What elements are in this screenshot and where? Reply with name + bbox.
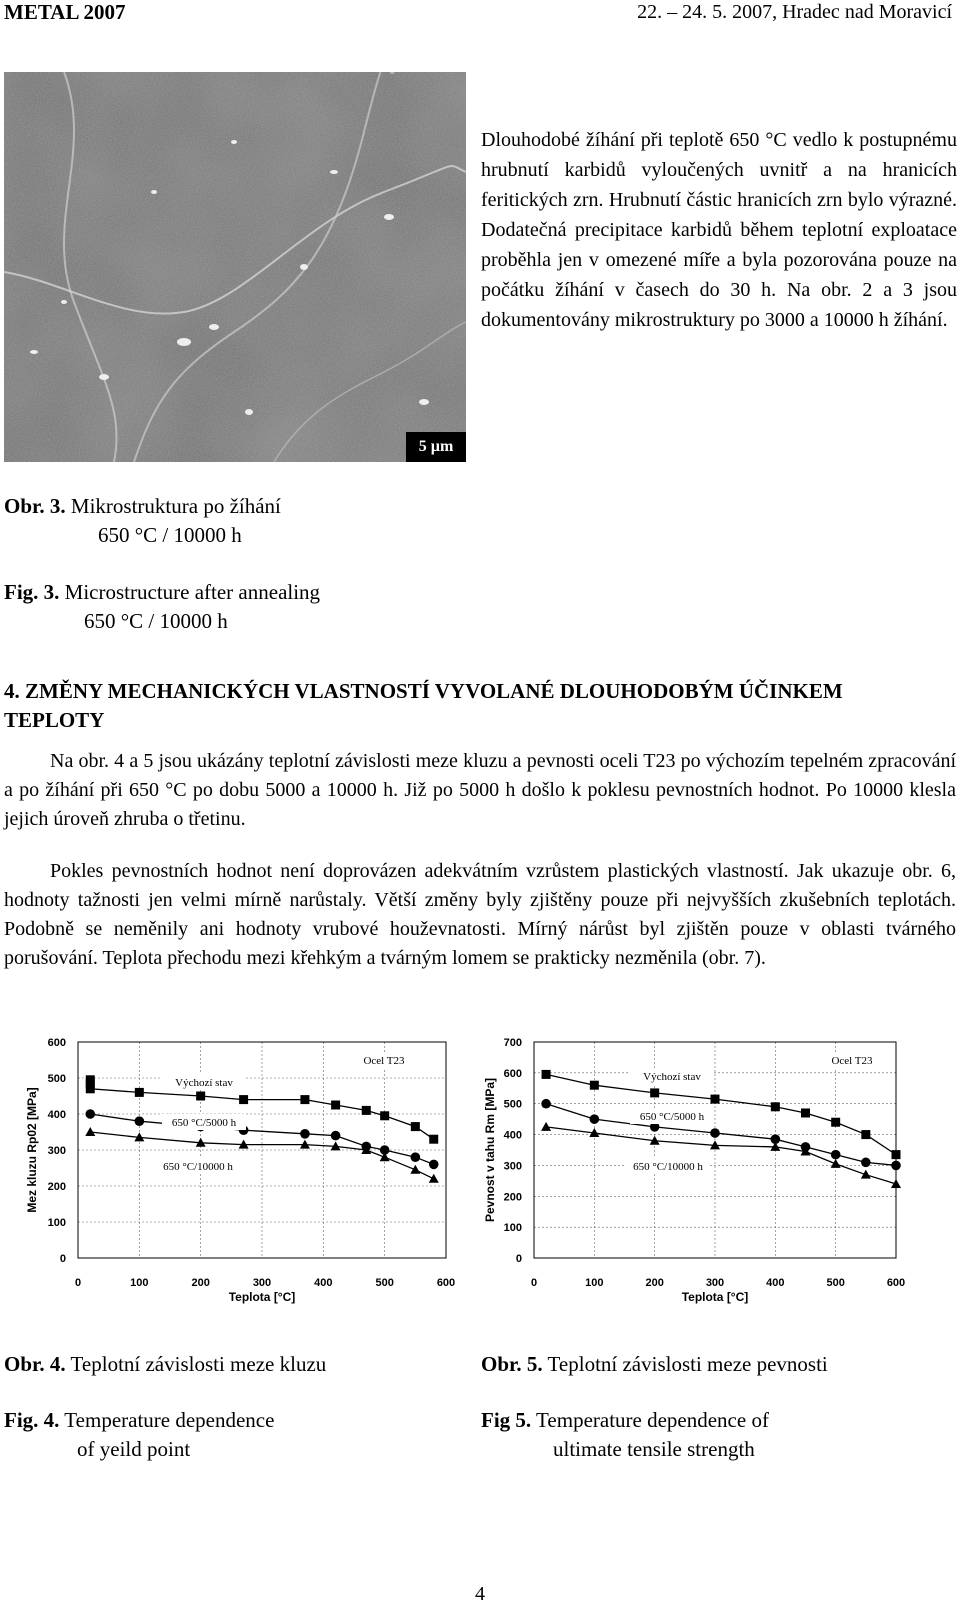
x-tick-label: 500 [375,1277,394,1289]
y-tick-label: 100 [503,1222,522,1235]
yield-point-chart [0,1030,470,1310]
data-point-circle [331,1131,341,1141]
micrograph-texture [4,72,466,462]
data-point-square [831,1118,840,1127]
data-point-circle [590,1114,600,1124]
annotation-label: 650 °C/10000 h [633,1161,703,1173]
x-tick-label: 300 [252,1277,272,1289]
y-tick-label: 600 [47,1037,66,1049]
x-tick-label: 300 [705,1277,725,1289]
fig5-caption-en [481,1406,769,1464]
x-tick-label: 500 [826,1277,845,1289]
micrograph-image [4,72,466,462]
fig3-caption-en-line1: Microstructure after annealing [64,580,321,604]
fig5-caption-cz [481,1350,828,1379]
x-tick-label: 200 [191,1277,210,1289]
data-point-circle [85,1109,95,1119]
data-point-square [135,1088,144,1097]
fig3-caption-en [4,578,320,636]
x-axis-label: Teplota [°C] [681,1290,749,1304]
data-point-square [331,1101,340,1110]
data-point-circle [861,1158,871,1168]
x-tick-label: 0 [74,1277,82,1289]
data-point-square [892,1150,901,1159]
data-point-triangle [410,1165,420,1174]
data-point-square [650,1088,659,1097]
data-point-triangle [429,1174,439,1183]
data-point-square [801,1108,810,1117]
data-point-square [711,1095,720,1104]
y-tick-label: 200 [47,1181,66,1193]
data-point-square [196,1092,205,1101]
y-tick-label: 300 [503,1160,522,1173]
y-tick-label: 0 [59,1253,66,1265]
data-point-square [771,1102,780,1111]
data-point-square [429,1135,438,1144]
y-axis-label: Pevnost v tahu Rm [MPa] [483,1077,497,1223]
data-point-circle [300,1129,310,1139]
x-tick-label: 600 [886,1277,906,1289]
section-title: 4. ZMĚNY MECHANICKÝCH VLASTNOSTÍ VYVOLANÉ DLOUHODOBÝM ÚČINKEM TEPLOTY [4,679,843,732]
conference-date-place: 22. – 24. 5. 2007, Hradec nad Moravicí [637,1,952,23]
annotation-label: Ocel T23 [831,1055,873,1067]
fig4-caption-en-line2: of yeild point [77,1437,191,1461]
scale-bar-label: 5 µm [406,432,466,462]
microstructure-paragraph: Dlouhodobé žíhání při teplotě 650 °C vedlo k postupnému hrubnutí karbidů vyloučených uvnitř a na hranicích feritických zrn. Hrubnutí částic hranicích zrn bylo výrazné. Dodatečná precipitace karbidů během teplotní exploatace proběhla jen v omezené míře a byla pozorována pouze na počátku žíhání v časech do 30 h. Na obr. 2 a 3 jsou dokumentovány mikrostruktury po 3000 a 10000 h žíhání. [481,129,957,331]
x-tick-label: 100 [585,1277,604,1289]
fig3-caption-cz-label: Obr. 3. [4,494,66,518]
x-tick-label: 400 [314,1277,333,1289]
y-tick-label: 500 [47,1073,66,1085]
data-point-square [239,1095,248,1104]
fig3-caption-cz [4,492,281,550]
page-number: 4 [475,1583,485,1605]
fig4-caption-cz-text: Teplotní závislosti meze kluzu [70,1352,327,1376]
annotation-label: Výchozí stav [643,1071,701,1083]
data-point-circle [411,1152,421,1162]
x-tick-label: 200 [645,1277,664,1289]
data-point-square [411,1122,420,1131]
data-point-triangle [861,1170,871,1179]
y-tick-label: 500 [503,1098,522,1111]
y-tick-label: 100 [47,1217,66,1229]
data-point-square [861,1130,870,1139]
x-tick-label: 400 [766,1277,785,1289]
fig3-caption-en-line2: 650 °C / 10000 h [84,609,228,633]
data-point-circle [429,1160,439,1170]
fig4-caption-cz-label: Obr. 4. [4,1352,66,1376]
section-paragraph-2 [4,857,956,973]
y-tick-label: 600 [503,1067,522,1080]
conference-name: METAL 2007 [4,0,126,24]
y-tick-label: 0 [515,1253,522,1265]
data-point-triangle [541,1122,551,1131]
annotation-label: 650 °C/5000 h [171,1117,237,1129]
data-point-square [300,1095,309,1104]
y-tick-label: 300 [47,1145,66,1157]
section-paragraph-1 [4,747,956,834]
data-point-circle [891,1161,901,1171]
data-point-triangle [85,1127,95,1136]
series-line-triangle [546,1127,896,1184]
y-tick-label: 400 [503,1129,522,1142]
data-point-circle [710,1128,720,1138]
data-point-square [590,1081,599,1090]
data-point-square [86,1084,95,1093]
x-tick-label: 0 [530,1277,538,1289]
fig3-caption-en-label: Fig. 3. [4,580,60,604]
fig5-caption-en-label: Fig 5. [481,1408,532,1432]
fig4-caption-en-label: Fig. 4. [4,1408,60,1432]
x-tick-label: 100 [130,1277,149,1289]
data-point-circle [831,1150,841,1160]
x-tick-label: 600 [436,1277,456,1289]
y-tick-label: 700 [503,1037,522,1049]
fig5-caption-cz-label: Obr. 5. [481,1352,543,1376]
annotation-label: Ocel T23 [363,1055,405,1067]
data-point-circle [541,1099,551,1109]
fig5-caption-en-line2: ultimate tensile strength [553,1437,755,1461]
annotation-label: 650 °C/10000 h [163,1161,233,1173]
data-point-square [380,1111,389,1120]
tensile-strength-chart [470,1030,960,1310]
fig4-caption-en [4,1406,274,1464]
data-point-triangle [831,1159,841,1168]
x-axis-label: Teplota [°C] [228,1290,296,1304]
data-point-square [542,1070,551,1079]
annotation-label: Výchozí stav [175,1077,233,1089]
fig4-caption-cz [4,1350,326,1379]
section-paragraph-2-text: Pokles pevnostních hodnot není doprovázen adekvátním vzrůstem plastických vlastností. Jak ukazuje obr. 6, hodnoty tažnosti jen velmi mírně narůstaly. Větší změny byly zjištěny pouze při nejvyšších zkušebních teplotách. Podobně se neměnily ani hodnoty vrubové houževnatosti. Mírný nárůst byl zjištěn pouze v oblasti tvárného porušování. Teplota přechodu mezi křehkým a tvárným lomem se prakticky nezměnila (obr. 7). [4,860,956,969]
data-point-triangle [380,1152,390,1161]
annotation-label: 650 °C/5000 h [639,1111,705,1123]
section-paragraph-1-text: Na obr. 4 a 5 jsou ukázány teplotní závislosti meze kluzu a pevnosti oceli T23 po výchozím tepelném zpracování a po žíhání při 650 °C po dobu 5000 a 10000 h. Již po 5000 h došlo k poklesu pevnostních hodnot. Po 10000 klesla jejich úroveň zhruba o třetinu. [4,750,956,830]
fig4-caption-en-line1: Temperature dependence [64,1408,275,1432]
data-point-circle [135,1116,145,1126]
fig3-caption-cz-line2: 650 °C / 10000 h [98,523,242,547]
fig5-caption-cz-text: Teplotní závislosti meze pevnosti [547,1352,828,1376]
fig3-caption-cz-line1: Mikrostruktura po žíhání [70,494,281,518]
y-tick-label: 200 [503,1191,522,1204]
fig5-caption-en-line1: Temperature dependence of [536,1408,769,1432]
data-point-square [362,1106,371,1115]
y-axis-label: Mez kluzu Rp02 [MPa] [25,1087,39,1213]
y-tick-label: 400 [47,1109,66,1121]
